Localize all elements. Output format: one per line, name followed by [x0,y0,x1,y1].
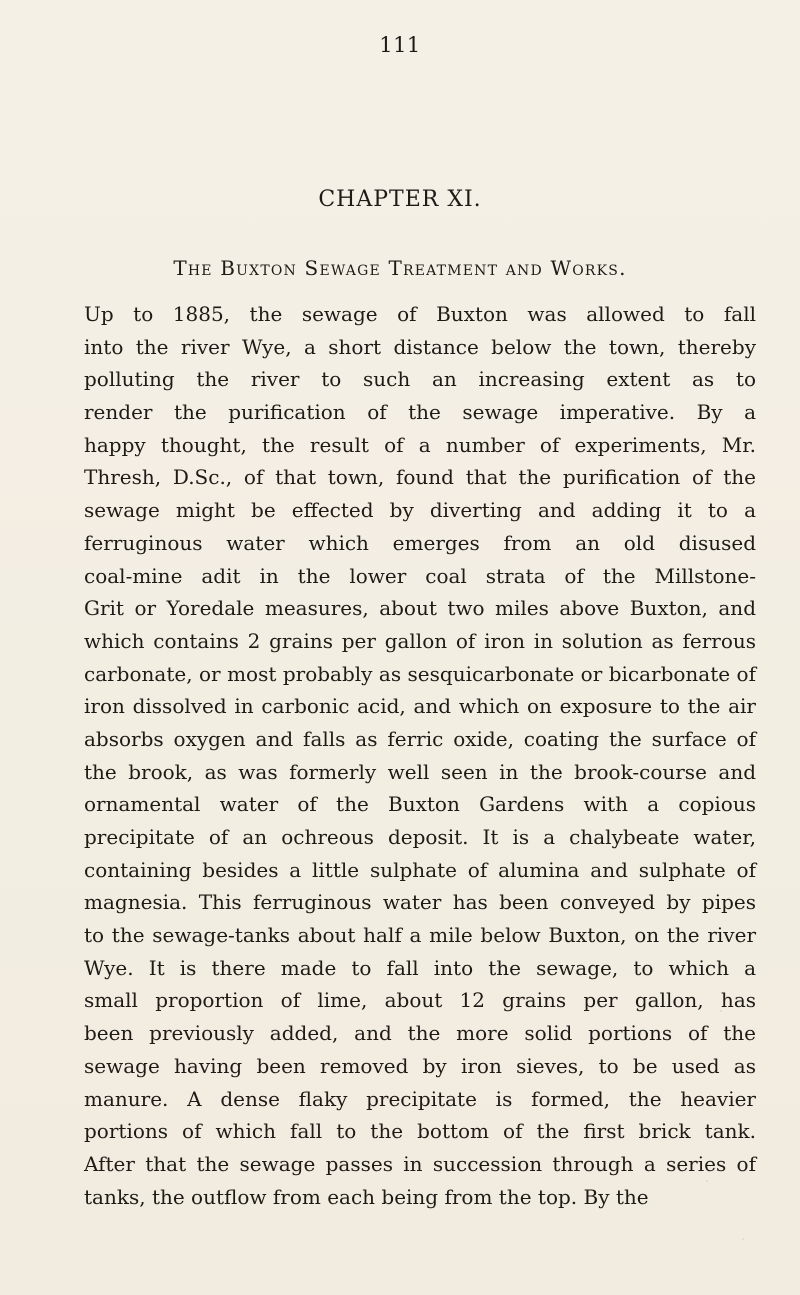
text-line: After that the sewage passes in succession through a series of [84,1151,756,1176]
text-line: precipitate of an ochreous deposit. It is a chalybeate water, [84,825,756,849]
text-line: ornamental water of the Buxton Gardens with a copious [84,792,756,817]
text-line: render the purification of the sewage imperative. By a [84,400,756,425]
chapter-heading: CHAPTER XI. [318,187,482,212]
page-number: 111 [379,33,421,57]
paper-speckle [742,1238,744,1240]
text-line: small proportion of lime, about 12 grains per gallon, has [84,988,756,1013]
paper-speckle [720,1010,722,1012]
text-line: Wye. It is there made to fall into the sewage, to which a [84,955,756,980]
text-line: absorbs oxygen and falls as ferric oxide, coating the surface of [84,726,756,751]
text-line: which contains 2 grains per gallon of iron in solution as ferrous [84,628,756,653]
text-line: iron dissolved in carbonic acid, and which on exposure to the air [84,694,756,719]
text-line: been previously added, and the more solid portions of the [84,1021,756,1046]
text-line: Thresh, D.Sc., of that town, found that the purification of the [84,465,756,490]
text-line: Up to 1885, the sewage of Buxton was allowed to fall [84,302,756,326]
body-text [84,298,756,1213]
paper-speckle [706,1180,708,1182]
text-line: carbonate, or most probably as sesquicarbonate or bicarbonate of [84,661,756,686]
text-line: tanks, the outflow from each being from the top. By the [84,1184,649,1209]
text-line: happy thought, the result of a number of experiments, Mr. [84,432,756,457]
text-line: containing besides a little sulphate of alumina and sulphate of [84,857,756,882]
text-line: ferruginous water which emerges from an old disused [84,530,756,555]
text-line: portions of which fall to the bottom of the first brick tank. [84,1119,756,1144]
text-line: polluting the river to such an increasing extent as to [84,367,756,392]
text-line: magnesia. This ferruginous water has been conveyed by pipes [84,890,756,915]
text-line: sewage might be effected by diverting and adding it to a [84,498,756,523]
text-line: sewage having been removed by iron sieves, to be used as [84,1053,756,1078]
text-line: Grit or Yoredale measures, about two miles above Buxton, and [84,596,756,621]
text-line: to the sewage-tanks about half a mile below Buxton, on the river [84,923,756,948]
text-line: coal-mine adit in the lower coal strata of the Millstone- [84,563,756,588]
section-heading: The Buxton Sewage Treatment and Works. [173,256,627,280]
text-line: manure. A dense flaky precipitate is formed, the heavier [84,1086,756,1111]
text-line: the brook, as was formerly well seen in the brook-course and [84,759,756,784]
text-line: into the river Wye, a short distance below the town, thereby [84,334,756,359]
